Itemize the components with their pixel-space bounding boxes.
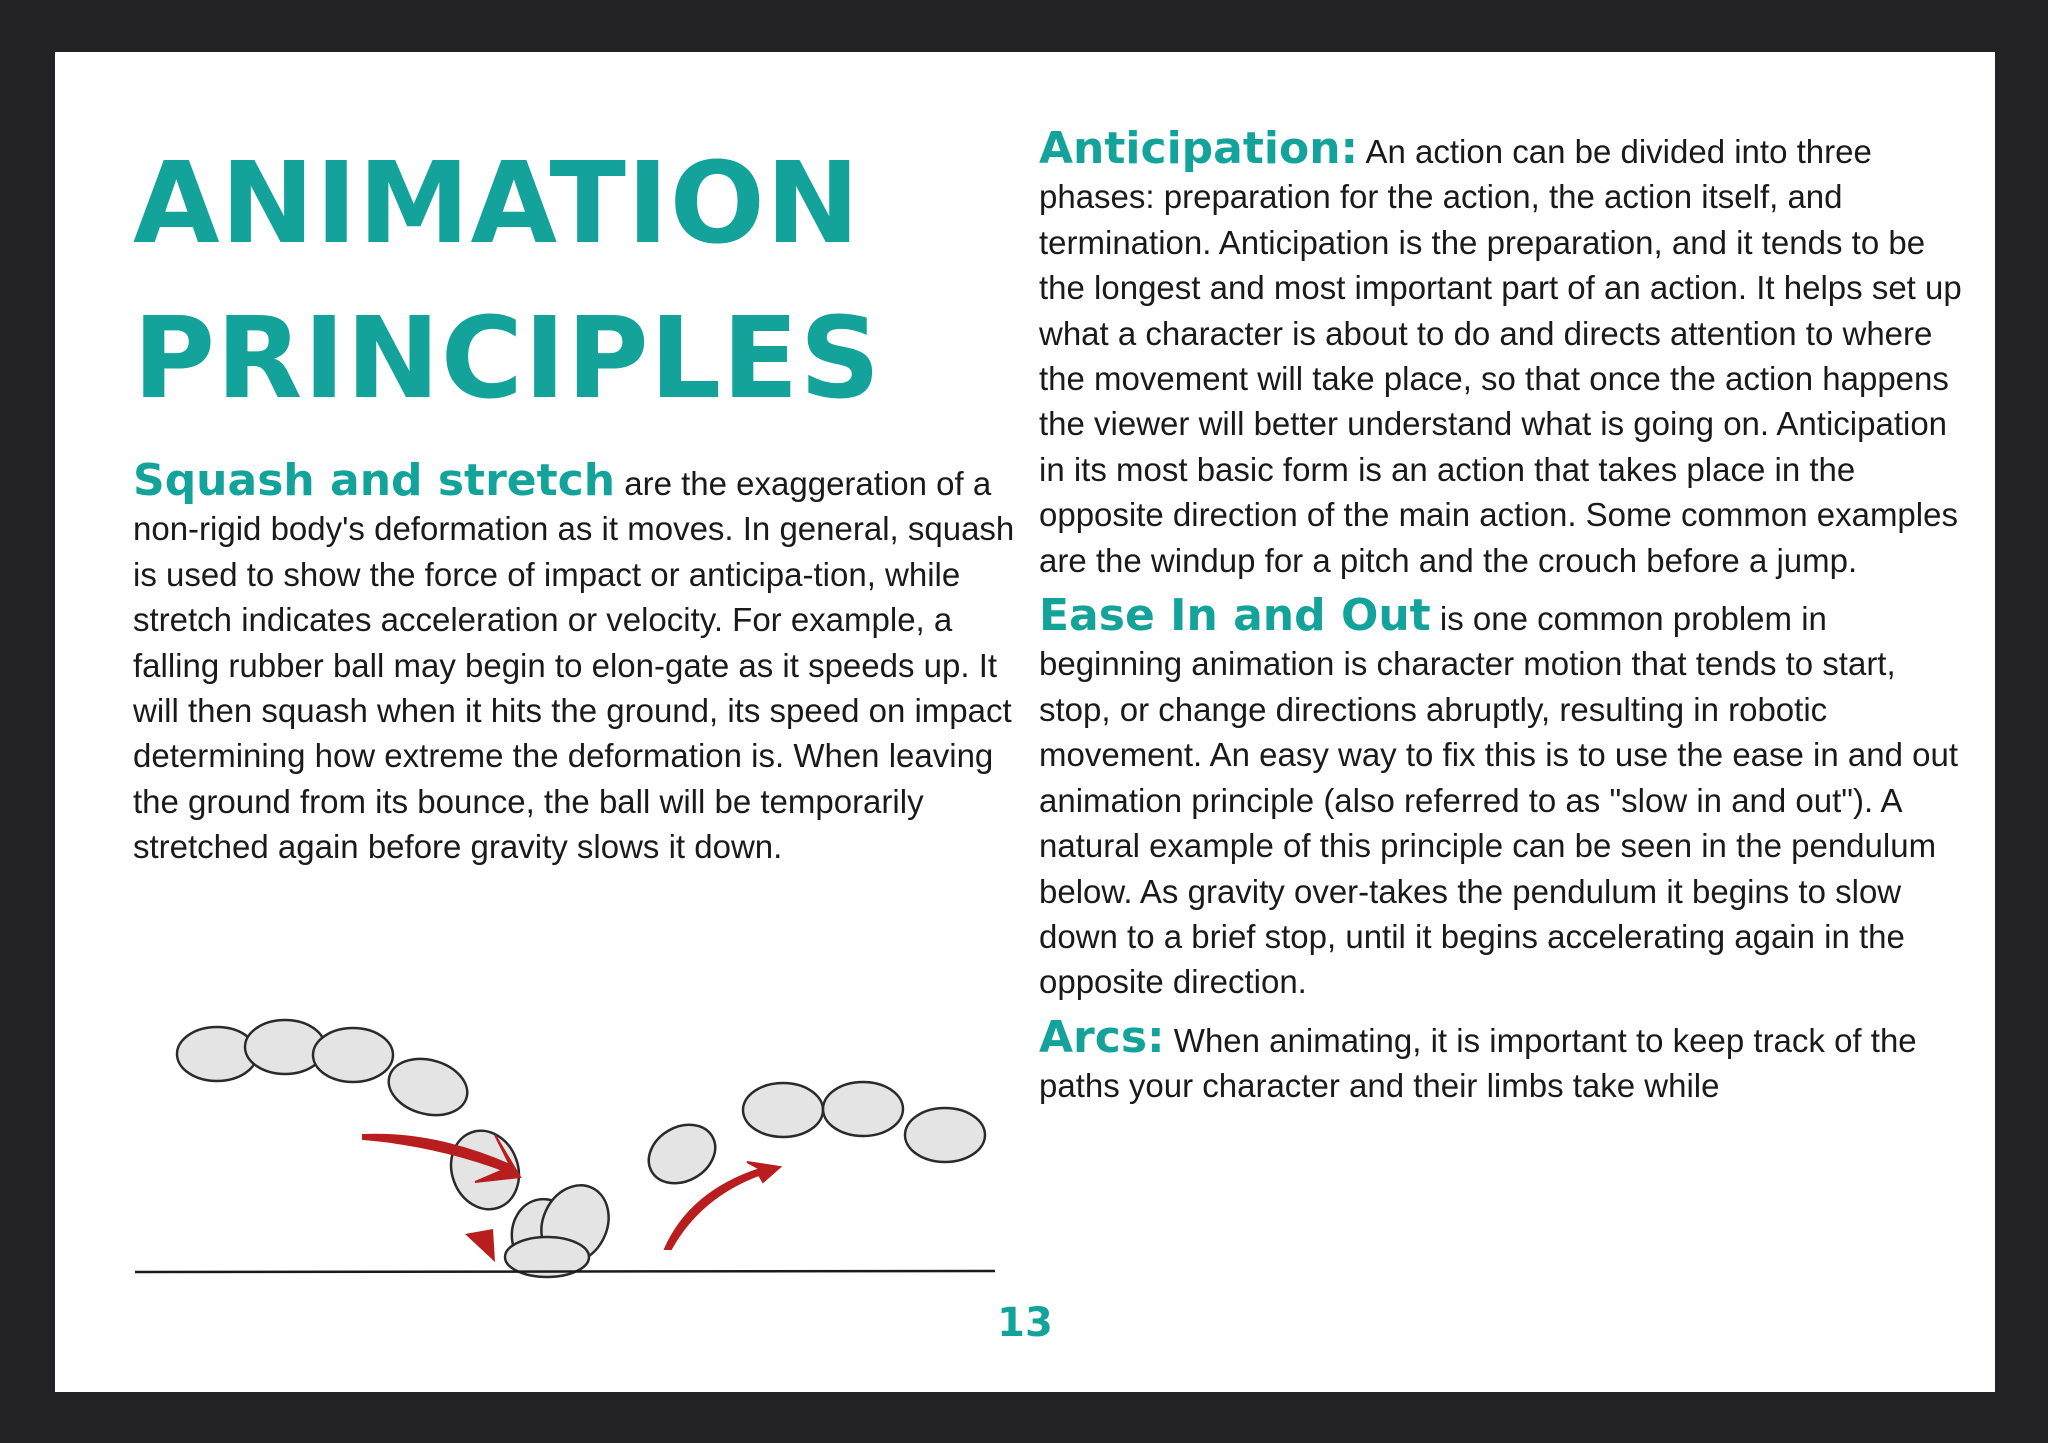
right-column — [1039, 123, 1969, 1119]
squash-stretch-paragraph — [133, 455, 1023, 870]
ease-in-out-heading: Ease In and Out — [1039, 590, 1431, 642]
page-title — [133, 127, 993, 437]
arcs-heading: Arcs: — [1039, 1011, 1165, 1063]
impact-mark — [465, 1229, 495, 1262]
ball-frame — [245, 1020, 325, 1074]
arcs-body: When animating, it is important to keep track of the paths your character and their limbs take while — [1039, 1021, 1917, 1105]
book-page — [55, 52, 1995, 1392]
ball-frame — [382, 1051, 473, 1124]
ball-frame — [743, 1083, 823, 1137]
anticipation-heading: Anticipation: — [1039, 123, 1359, 174]
ball-frame — [313, 1028, 393, 1082]
ease-in-out-body: is one common problem in beginning animation is character motion that tends to start, stop, or change directions abruptly, resulting in robotic movement. An easy way to fix this is to use the ease in and out animation principle (also referred to as "slow in and out"). A natural example of this principle can be seen in the pendulum below. As gravity over-takes the pendulum it begins to slow down to a brief stop, until it begins accelerating again in the opposite direction. — [1039, 600, 1959, 1001]
ball-frame — [823, 1082, 903, 1136]
squash-stretch-heading: Squash and stretch — [133, 455, 616, 506]
squash-stretch-body: are the exaggeration of a non-rigid body's deformation as it moves. In general, squash is used to show the force of impact or anticipa-tion, while stretch indicates acceleration or velocity. For example, a falling rubber ball may begin to elon-gate as it speeds up. It will then squash when it hits the ground, its speed on impact determining how extreme the deformation is. When leaving the ground from its bounce, the ball will be temporarily stretched again before gravity slows it down. — [133, 465, 1015, 866]
ball-frame — [905, 1108, 985, 1162]
ground-line — [135, 1271, 995, 1272]
title-line-1: ANIMATION — [133, 139, 861, 269]
arcs-paragraph — [1039, 1011, 1969, 1109]
ease-in-out-paragraph — [1039, 590, 1969, 1005]
ball-frame — [638, 1113, 726, 1195]
page-number: 13 — [997, 1300, 1053, 1346]
title-line-2: PRINCIPLES — [133, 294, 882, 424]
anticipation-body: An action can be divided into three phases: preparation for the action, the action itself, and termination. Anticipation is the preparation, and it tends to be the longest and most important part of an action. It helps set up what a character is about to do and directs attention to where the movement will take place, so that once the action happens the viewer will better understand what is going on. Anticipation in its most basic form is an action that takes place in the opposite direction of the main action. Some common examples are the windup for a pitch and the crouch before a jump. — [1039, 133, 1962, 579]
bouncing-ball-illustration — [135, 987, 995, 1287]
left-column — [133, 455, 1023, 870]
anticipation-paragraph — [1039, 123, 1969, 583]
